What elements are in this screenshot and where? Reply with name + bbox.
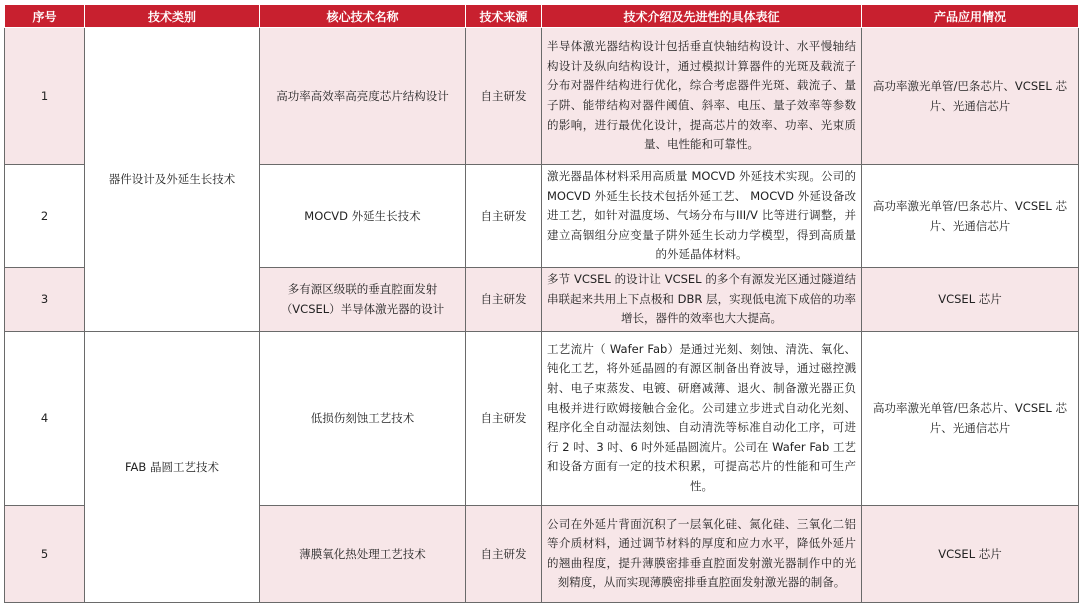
cell-application: VCSEL 芯片 [862,267,1079,331]
cell-description: 半导体激光器结构设计包括垂直快轴结构设计、水平慢轴结构设计及纵向结构设计，通过模拟计算器件的光斑及载流子分布对器件结构进行优化，综合考虑器件光斑、载流子、量子阱、能带结构对器件阈值、斜率、电压、量子效率等参数的影响，进行最优化设计，提高芯片的效率、功率、光束质量、电性能和可靠性。 [542,28,862,165]
cell-name: 多有源区级联的垂直腔面发射（VCSEL）半导体激光器的设计 [260,267,466,331]
cell-no: 4 [5,331,85,505]
cell-category: 器件设计及外延生长技术 [85,28,260,332]
cell-name: 薄膜氧化热处理工艺技术 [260,505,466,602]
header-description: 技术介绍及先进性的具体表征 [542,5,862,28]
cell-category: FAB 晶圆工艺技术 [85,331,260,602]
cell-no: 1 [5,28,85,165]
cell-description: 工艺流片（ Wafer Fab）是通过光刻、刻蚀、清洗、氧化、钝化工艺，将外延晶圆的有源区制备出脊波导，通过磁控溅射、电子束蒸发、电镀、研磨减薄、退火、制备激光器正负电极并进行欧姆接触合金化。公司建立步进式自动化光刻、程序化全自动湿法刻蚀、自动清洗等标准自动化工序，可进行 2 吋、3 吋、6 吋外延晶圆流片。公司在 Wafer Fab 工艺和设备方面有一定的技术积累，可提高芯片的性能和可生产性。 [542,331,862,505]
header-application: 产品应用情况 [862,5,1079,28]
cell-application: 高功率激光单管/巴条芯片、VCSEL 芯片、光通信芯片 [862,165,1079,268]
cell-description: 公司在外延片背面沉积了一层氧化硅、氮化硅、三氧化二铝等介质材料，通过调节材料的厚度和应力水平，降低外延片的翘曲程度，提升薄膜密排垂直腔面发射激光器制作中的光刻精度，从而实现薄膜密排垂直腔面发射激光器的制备。 [542,505,862,602]
cell-no: 3 [5,267,85,331]
table-row [5,28,1079,165]
cell-application: 高功率激光单管/巴条芯片、VCSEL 芯片、光通信芯片 [862,331,1079,505]
header-no: 序号 [5,5,85,28]
cell-source: 自主研发 [466,267,542,331]
cell-application: 高功率激光单管/巴条芯片、VCSEL 芯片、光通信芯片 [862,28,1079,165]
cell-name: 低损伤刻蚀工艺技术 [260,331,466,505]
header-category: 技术类别 [85,5,260,28]
cell-source: 自主研发 [466,165,542,268]
table-header-row [5,5,1079,28]
cell-application: VCSEL 芯片 [862,505,1079,602]
table-row [5,331,1079,505]
cell-source: 自主研发 [466,505,542,602]
cell-description: 激光器晶体材料采用高质量 MOCVD 外延技术实现。公司的 MOCVD 外延生长技术包括外延工艺、 MOCVD 外延设备改进工艺，如针对温度场、气场分布与III/V 比等进行调整，并建立高铟组分应变量子阱外延生长动力学模型，得到高质量的外延晶体材料。 [542,165,862,268]
header-source: 技术来源 [466,5,542,28]
cell-source: 自主研发 [466,28,542,165]
cell-no: 5 [5,505,85,602]
header-name: 核心技术名称 [260,5,466,28]
cell-name: MOCVD 外延生长技术 [260,165,466,268]
technology-table [4,4,1079,603]
cell-name: 高功率高效率高亮度芯片结构设计 [260,28,466,165]
cell-source: 自主研发 [466,331,542,505]
cell-no: 2 [5,165,85,268]
cell-description: 多节 VCSEL 的设计让 VCSEL 的多个有源发光区通过隧道结串联起来共用上下点极和 DBR 层，实现低电流下成倍的功率增长，器件的效率也大大提高。 [542,267,862,331]
